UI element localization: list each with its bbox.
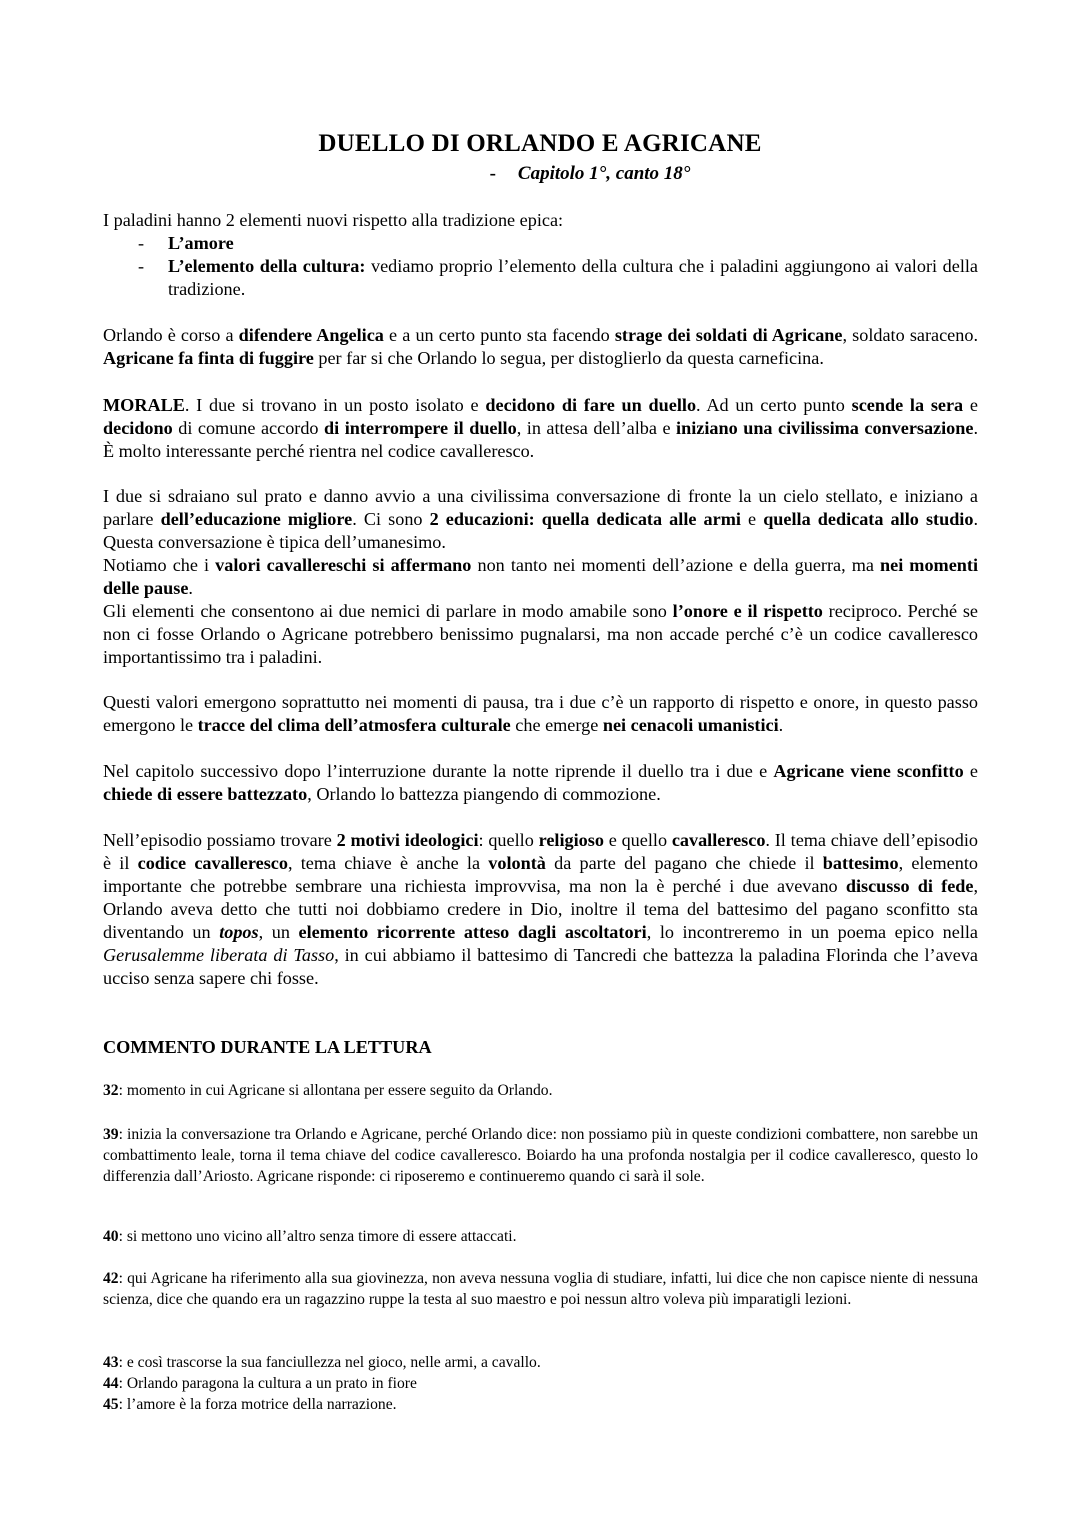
bold-run: religioso <box>538 830 604 850</box>
text-run: , Orlando lo battezza piangendo di commozione. <box>307 784 661 804</box>
bold-run: l’onore e il rispetto <box>672 601 823 621</box>
text-run: per far si che Orlando lo segua, per distoglierlo da questa carneficina. <box>313 348 824 368</box>
bold-run: iniziano una civilissima conversazione <box>676 418 974 438</box>
bold-run: quella dedicata allo studio <box>763 509 974 529</box>
bold-italic-run: topos <box>219 922 259 942</box>
bold-run: tracce del clima dell’atmosfera culturale <box>197 715 511 735</box>
bold-run: Agricane viene sconfitto <box>773 761 964 781</box>
note-item <box>103 1373 978 1394</box>
text-run: Gli elementi che consentono ai due nemici di parlare in modo amabile sono <box>103 601 673 621</box>
note-item <box>103 1226 978 1247</box>
bold-run: MORALE <box>103 395 185 415</box>
text-run: Notiamo che i <box>103 555 216 575</box>
text-run: da parte del pagano che chiede il <box>545 853 823 873</box>
note-text: : inizia la conversazione tra Orlando e Agricane, perché Orlando dice: non possiamo più in queste condizioni combattere, non sarebbe un combattimento leale, torna il tema chiave del codice cavalleresco. Boiardo ha una profonda nostalgia per il codice cavalleresco, questo lo differenzia dall’Ariosto. Agricane risponde: ci riposeremo e continueremo quando ci sarà il sole. <box>103 1126 978 1185</box>
bold-run: strage dei soldati di Agricane <box>614 325 843 345</box>
text-run: . I due si trovano in un posto isolato e <box>184 395 486 415</box>
bold-run: Agricane fa finta di fuggire <box>103 348 314 368</box>
text-run: e <box>963 761 979 781</box>
text-run: . È molto interessante perché rientra nel codice cavalleresco. <box>103 418 979 461</box>
page-subtitle <box>0 162 1080 186</box>
paragraph-orlando-difende <box>103 324 978 370</box>
list-bullet: - <box>138 233 145 253</box>
text-run: Nell’episodio possiamo trovare <box>103 830 337 850</box>
text-run: . <box>188 578 193 598</box>
bold-run: nei cenacoli umanistici <box>602 715 779 735</box>
section-heading-commento: COMMENTO DURANTE LA LETTURA <box>103 1037 432 1057</box>
text-run: e <box>963 395 978 415</box>
bold-run: battesimo <box>822 853 899 873</box>
text-run: , soldato saraceno. <box>842 325 978 345</box>
text-run: Nel capitolo successivo dopo l’interruzione durante la notte riprende il duello tra i due e <box>103 761 774 781</box>
note-number: 42 <box>103 1270 119 1287</box>
list-item <box>103 255 978 301</box>
bold-run: 2 educazioni: quella dedicata alle armi <box>429 509 741 529</box>
text-run: Orlando è corso a <box>103 325 239 345</box>
text-run: e <box>740 509 764 529</box>
subtitle-wrap <box>390 162 691 186</box>
list-item-bold: L’elemento della cultura: <box>168 256 366 276</box>
note-text: : Orlando paragona la cultura a un prato in fiore <box>118 1375 417 1392</box>
page-title: DUELLO DI ORLANDO E AGRICANE <box>318 130 762 157</box>
note-text: : momento in cui Agricane si allontana per essere seguito da Orlando. <box>118 1082 553 1099</box>
text-run: e a un certo punto sta facendo <box>383 325 615 345</box>
text-run: . Ci sono <box>352 509 430 529</box>
text-run: . Questa conversazione è tipica dell’umanesimo. <box>103 509 979 552</box>
text-run: . Ad un certo punto <box>696 395 852 415</box>
note-item <box>103 1080 978 1101</box>
bold-run: decidono <box>103 418 173 438</box>
text-run: , in cui abbiamo il battesimo di Tancredi che battezza la paladina Florinda che l’aveva ucciso senza sapere chi fosse. <box>103 945 979 988</box>
note-item <box>103 1394 978 1415</box>
bold-run: dell’educazione migliore <box>160 509 353 529</box>
text-run: : quello <box>478 830 539 850</box>
paragraph-morale <box>103 394 978 463</box>
bold-run: codice cavalleresco <box>137 853 288 873</box>
subtitle-dash: - <box>489 163 496 184</box>
bold-run: discusso di fede <box>845 876 974 896</box>
note-text: : e così trascorse la sua fanciullezza nel gioco, nelle armi, a cavallo. <box>118 1354 541 1371</box>
note-number: 39 <box>103 1126 119 1143</box>
bold-run: valori cavallereschi si affermano <box>215 555 472 575</box>
text-run: , tema chiave è anche la <box>287 853 489 873</box>
text-run: di comune accordo <box>172 418 325 438</box>
elements-list <box>103 232 978 301</box>
note-number: 32 <box>103 1082 119 1099</box>
text-run: che emerge <box>510 715 603 735</box>
text-run: non tanto nei momenti dell’azione e della guerra, ma <box>471 555 880 575</box>
note-number: 43 <box>103 1354 119 1371</box>
note-item <box>103 1268 978 1310</box>
text-run: . Il tema chiave dell’episodio è il <box>103 830 978 873</box>
note-text: : qui Agricane ha riferimento alla sua giovinezza, non aveva nessuna voglia di studiare, infatti, lui dice che non capisce niente di nessuna scienza, dice che quando era un ragazzino ruppe la testa al suo maestro e poi nessun altro voleva più imparatigli lezioni. <box>103 1270 978 1308</box>
text-run: e quello <box>603 830 672 850</box>
note-number: 45 <box>103 1396 119 1413</box>
intro-paragraph: I paladini hanno 2 elementi nuovi rispetto alla tradizione epica: <box>103 210 564 230</box>
note-group <box>103 1352 978 1415</box>
text-run: , un <box>258 922 299 942</box>
text-run: , in attesa dell’alba e <box>516 418 677 438</box>
list-item-bold: L’amore <box>168 233 234 253</box>
bold-run: scende la sera <box>851 395 964 415</box>
text-run: . <box>778 715 784 735</box>
text-run: , lo incontreremo in un poema epico nella <box>646 922 979 942</box>
paragraph-capitolo-successivo <box>103 760 978 806</box>
paragraph-conversazione <box>103 485 978 669</box>
bold-run: 2 motivi ideologici <box>336 830 479 850</box>
italic-run: Gerusalemme liberata di Tasso <box>103 945 335 965</box>
bold-run: cavalleresco <box>671 830 766 850</box>
text-run: I due si sdraiano sul prato e danno avvio a una civilissima conversazione di fronte la un cielo stellato, e iniziano a parlare <box>103 486 978 529</box>
note-number: 40 <box>103 1228 119 1245</box>
text-run: , elemento importante che potrebbe sembrare una richiesta improvvisa, ma non la è perché i due avevano <box>103 853 978 896</box>
list-item <box>103 232 978 255</box>
text-run: , Orlando aveva detto che tutti noi dobbiamo credere in Dio, inoltre il tema del battesimo del pagano sconfitto sta diventando un <box>103 876 979 942</box>
paragraph-motivi-ideologici <box>103 829 978 990</box>
bold-run: di interrompere il duello <box>324 418 517 438</box>
note-item <box>103 1124 978 1187</box>
bold-run: volontà <box>488 853 546 873</box>
list-bullet: - <box>138 256 145 276</box>
text-run: reciproco. Perché se non ci fosse Orlando o Agricane potrebbero benissimo pugnalarsi, ma non accade perché c’è un codice cavalleresco importantissimo tra i paladini. <box>103 601 978 667</box>
note-item <box>103 1352 978 1373</box>
bold-run: elemento ricorrente atteso dagli ascoltatori <box>298 922 647 942</box>
subtitle-text: Capitolo 1°, canto 18° <box>517 163 691 184</box>
list-item-text: vediamo proprio l’elemento della cultura che i paladini aggiungono ai valori della tradizione. <box>168 256 978 299</box>
paragraph-valori <box>103 691 978 737</box>
bold-run: difendere Angelica <box>238 325 384 345</box>
bold-run: decidono di fare un duello <box>485 395 697 415</box>
bold-run: chiede di essere battezzato <box>103 784 308 804</box>
text-run: Questi valori emergono soprattutto nei momenti di pausa, tra i due c’è un rapporto di rispetto e onore, in questo passo emergono le <box>103 692 978 735</box>
bold-run: nei momenti delle pause <box>103 555 978 598</box>
note-number: 44 <box>103 1375 119 1392</box>
note-text: : si mettono uno vicino all’altro senza timore di essere attaccati. <box>118 1228 517 1245</box>
note-text: : l’amore è la forza motrice della narrazione. <box>118 1396 397 1413</box>
